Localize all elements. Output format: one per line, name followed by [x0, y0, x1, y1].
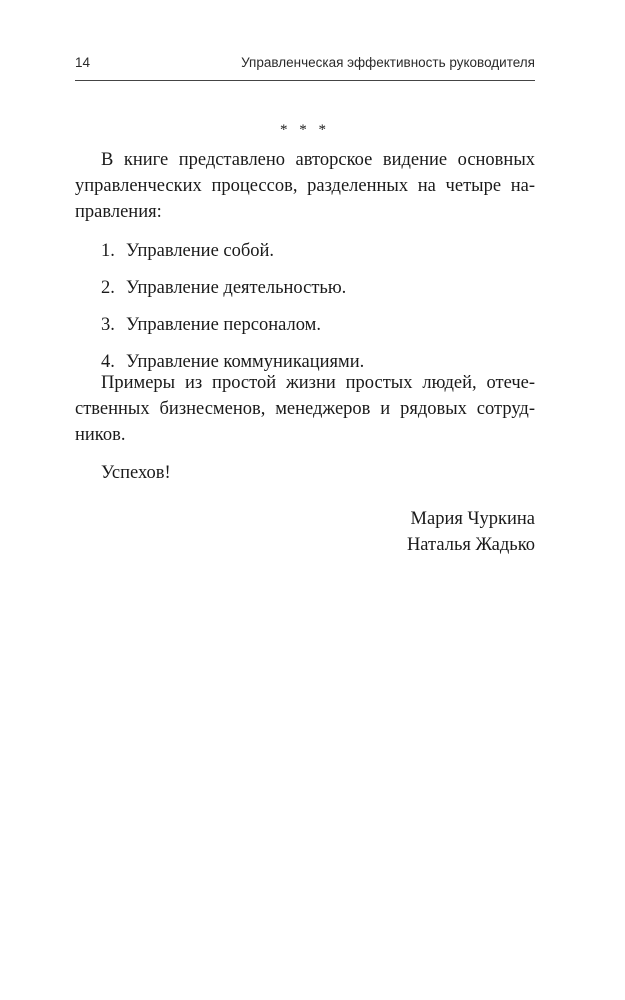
paragraph-line: ников. — [75, 425, 126, 445]
list-item-text: Управление собой. — [126, 241, 275, 261]
intro-paragraph — [75, 147, 535, 225]
directions-list — [101, 238, 535, 386]
paragraph-line: управленческих процессов, разделенных на четыре на- — [75, 176, 535, 196]
closing-paragraph — [75, 460, 535, 486]
paragraph-line: правления: — [75, 202, 162, 222]
paragraph-line: ственных бизнесменов, менеджеров и рядовых сотруд- — [75, 399, 535, 419]
author-name: Мария Чуркина — [410, 509, 535, 529]
list-item-number: 1. — [101, 241, 115, 261]
list-item-text: Управление персоналом. — [126, 315, 321, 335]
author-signatures — [75, 506, 535, 558]
running-head — [75, 51, 535, 75]
header-rule — [75, 80, 535, 81]
closing-text: Успехов! — [101, 463, 171, 483]
list-item-number: 2. — [101, 278, 115, 298]
list-item-text: Управление деятельностью. — [126, 278, 347, 298]
examples-paragraph — [75, 370, 535, 448]
paragraph-line: Примеры из простой жизни простых людей, отече- — [101, 373, 535, 393]
list-item-number: 4. — [101, 352, 115, 372]
list-item — [101, 275, 535, 301]
list-item-number: 3. — [101, 315, 115, 335]
book-title: Управленческая эффективность руководителя — [241, 55, 535, 70]
list-item — [101, 238, 535, 264]
list-item — [101, 312, 535, 338]
author-name: Наталья Жадько — [406, 535, 535, 555]
paragraph-line: В книге представлено авторское видение основных — [101, 150, 535, 170]
page-number: 14 — [75, 55, 91, 70]
list-item-text: Управление коммуникациями. — [126, 352, 365, 372]
section-ornament: * * * — [280, 122, 330, 138]
